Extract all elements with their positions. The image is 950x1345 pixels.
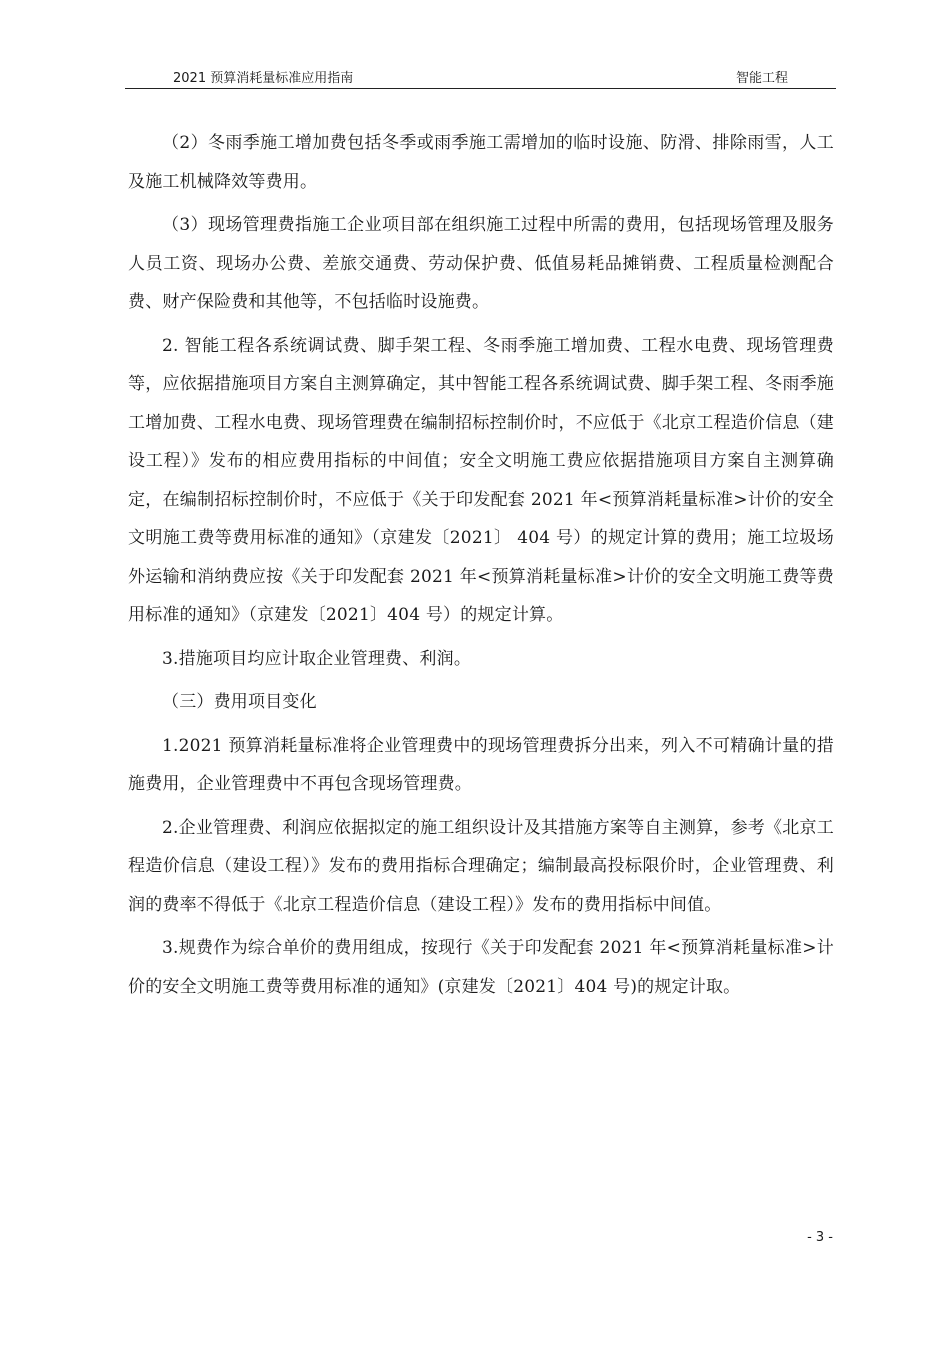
page-number: - 3 - <box>807 1230 833 1245</box>
paragraph-winter-rain-cost: （2）冬雨季施工增加费包括冬季或雨季施工需增加的临时设施、防滑、排除雨雪，人工及施工机械降效等费用。 <box>128 133 834 192</box>
paragraph-site-management-cost: （3）现场管理费指施工企业项目部在组织施工过程中所需的费用，包括现场管理及服务人员工资、现场办公费、差旅交通费、劳动保护费、低值易耗品摊销费、工程质量检测配合费、财产保险费和其他等，不包括临时设施费。 <box>128 215 834 312</box>
paragraph-change-1: 1.2021 预算消耗量标准将企业管理费中的现场管理费拆分出来，列入不可精确计量的措施费用，企业管理费中不再包含现场管理费。 <box>128 735 834 794</box>
page-header <box>125 64 836 89</box>
section-heading-cost-changes: （三）费用项目变化 <box>162 692 317 712</box>
header-title: 2021 预算消耗量标准应用指南 <box>173 71 354 86</box>
paragraph-change-3: 3.规费作为综合单价的费用组成，按现行《关于印发配套 2021 年<预算消耗量标准>计价的安全文明施工费等费用标准的通知》(京建发〔2021〕404 号)的规定计取。 <box>128 938 834 997</box>
paragraph-measure-cost-rules: 2. 智能工程各系统调试费、脚手架工程、冬雨季施工增加费、工程水电费、现场管理费等，应依据措施项目方案自主测算确定，其中智能工程各系统调试费、脚手架工程、冬雨季施工增加费、工程水电费、现场管理费在编制招标控制价时，不应低于《北京工程造价信息（建设工程）》发布的相应费用指标的中间值；安全文明施工费应依据措施项目方案自主测算确定，在编制招标控制价时，不应低于《关于印发配套 2021 年<预算消耗量标准>计价的安全文明施工费等费用标准的通知》（京建发〔2021〕 404 号）的规定计算的费用；施工垃圾场外运输和消纳费应按《关于印发配套 2021 年<预算消耗量标准>计价的安全文明施工费等费用标准的通知》（京建发〔2021〕404 号）的规定计算。 <box>128 335 834 625</box>
paragraph-management-profit: 3.措施项目均应计取企业管理费、利润。 <box>162 648 472 669</box>
document-body <box>128 124 834 1011</box>
paragraph-change-2: 2.企业管理费、利润应依据拟定的施工组织设计及其措施方案等自主测算，参考《北京工程造价信息（建设工程）》发布的费用指标合理确定；编制最高投标限价时，企业管理费、利润的费率不得低于《北京工程造价信息（建设工程）》发布的费用指标中间值。 <box>128 817 834 915</box>
header-section: 智能工程 <box>735 71 788 86</box>
